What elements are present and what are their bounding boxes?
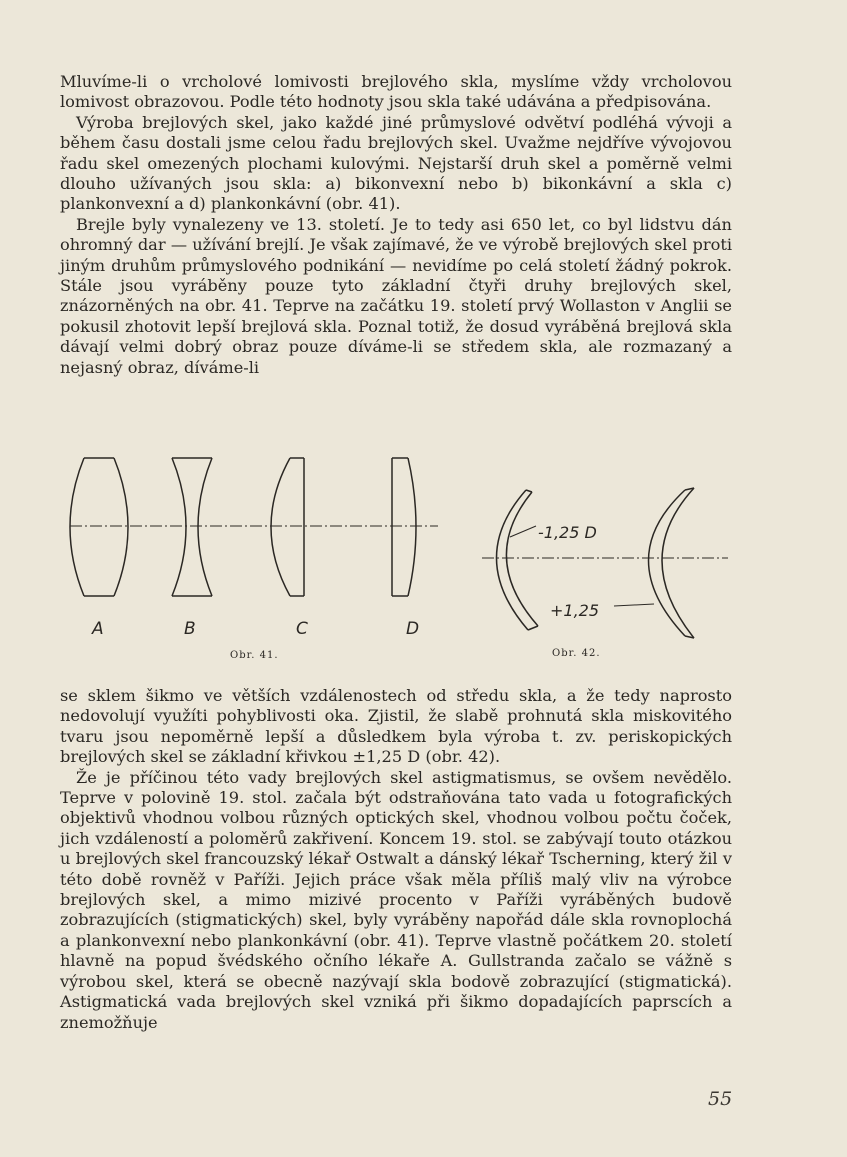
label-a: A <box>92 619 104 639</box>
lens-a-biconvex <box>70 458 128 596</box>
caption-fig-41: Obr. 41. <box>230 650 279 661</box>
lens-meniscus-plus <box>614 488 694 638</box>
figures-area <box>60 440 740 670</box>
lens-d-planoconcave <box>392 458 416 596</box>
paragraph: Že je příčinou této vady brejlových skel astigmatismus, se ovšem nevědělo. Teprve v polovině 19. stol. začala být odstraňována tato vada u fotografických objektivů vhodnou volbou různých optických skel, vhodnou volbou počtu čoček, jich vzdáleností a poloměrů zakřivení. Koncem 19. stol. se zabývají touto otázkou u brejlových skel francouzský lékař Ostwalt a dánský lékař Tscherning, který žil v této době rovněž v Paříži. Jejich práce však měla příliš malý vliv na výrobce brejlových skel, a mimo mizivé procento v Paříži vyráběných budově zobrazujících (stigmatických) skel, byly vyráběny napořád dále skla rovnoplochá a plankonvexní nebo plankonkávní (obr. 41). Teprve vlastně počátkem 20. století hlavně na popud švédského očního lékaře A. Gullstranda začalo se vážně s výrobou skel, která se obecně nazývají skla bodově zobrazující (stigmatická). Astigmatická vada brejlových skel vzniká při šikmo dopadajících paprscích a znemožňuje <box>60 767 732 1032</box>
caption-fig-42: Obr. 42. <box>552 648 601 659</box>
paragraph: se sklem šikmo ve větších vzdálenostech od středu skla, a že tedy naprosto nedovolují využíti pohyblivosti oka. Zjistil, že slabě prohnutá skla miskovitého tvaru jsou nepoměrně lepší a důsledkem byla výroba t. zv. periskopických brejlových skel se základní křivkou ±1,25 D (obr. 42). <box>60 686 732 767</box>
label-plus-power: +1,25 <box>550 601 600 620</box>
lens-c-planoconvex <box>271 458 304 596</box>
label-b: B <box>184 619 196 639</box>
label-c: C <box>296 619 308 639</box>
paragraph: Mluvíme-li o vrcholové lomivosti brejlového skla, myslíme vždy vrcholovou lomivost obrazovou. Podle této hodnoty jsou skla také udávána a předpisována. <box>60 72 732 112</box>
text-block-bottom <box>60 686 732 1033</box>
lens-meniscus-minus <box>496 490 538 630</box>
label-d: D <box>406 619 420 639</box>
lens-figures <box>60 440 740 670</box>
paragraph: Výroba brejlových skel, jako každé jiné průmyslové odvětví podléhá vývoji a během času dostali jsme celou řadu brejlových skel. Uvažme nejdříve vývojovou řadu skel omezených plochami kulovými. Nejstarší druh skel a poměrně velmi dlouho užívaných jsou skla: a) bikonvexní nebo b) bikonkávní a skla c) plankonvexní a d) plankonkávní (obr. 41). <box>60 112 732 214</box>
paragraph: Brejle byly vynalezeny ve 13. století. Je to tedy asi 650 let, co byl lidstvu dán ohromný dar — užívání brejlí. Je však zajímavé, že ve výrobě brejlových skel proti jiným druhům průmyslového podnikání — nevidíme po celá století žádný pokrok. Stále jsou vyráběny pouze tyto základní čtyři druhy brejlových skel, znázorněných na obr. 41. Teprve na začátku 19. století prvý Wollaston v Anglii se pokusil zhotovit lepší brejlová skla. Poznal totiž, že dosud vyráběná brejlová skla dávají velmi dobrý obraz pouze díváme-li se středem skla, ale rozmazaný a nejasný obraz, díváme-li <box>60 214 732 377</box>
label-minus-power: -1,25 D <box>538 523 597 542</box>
text-block-top <box>60 72 732 378</box>
lens-b-biconcave <box>172 458 212 596</box>
page-number: 55 <box>708 1088 733 1110</box>
